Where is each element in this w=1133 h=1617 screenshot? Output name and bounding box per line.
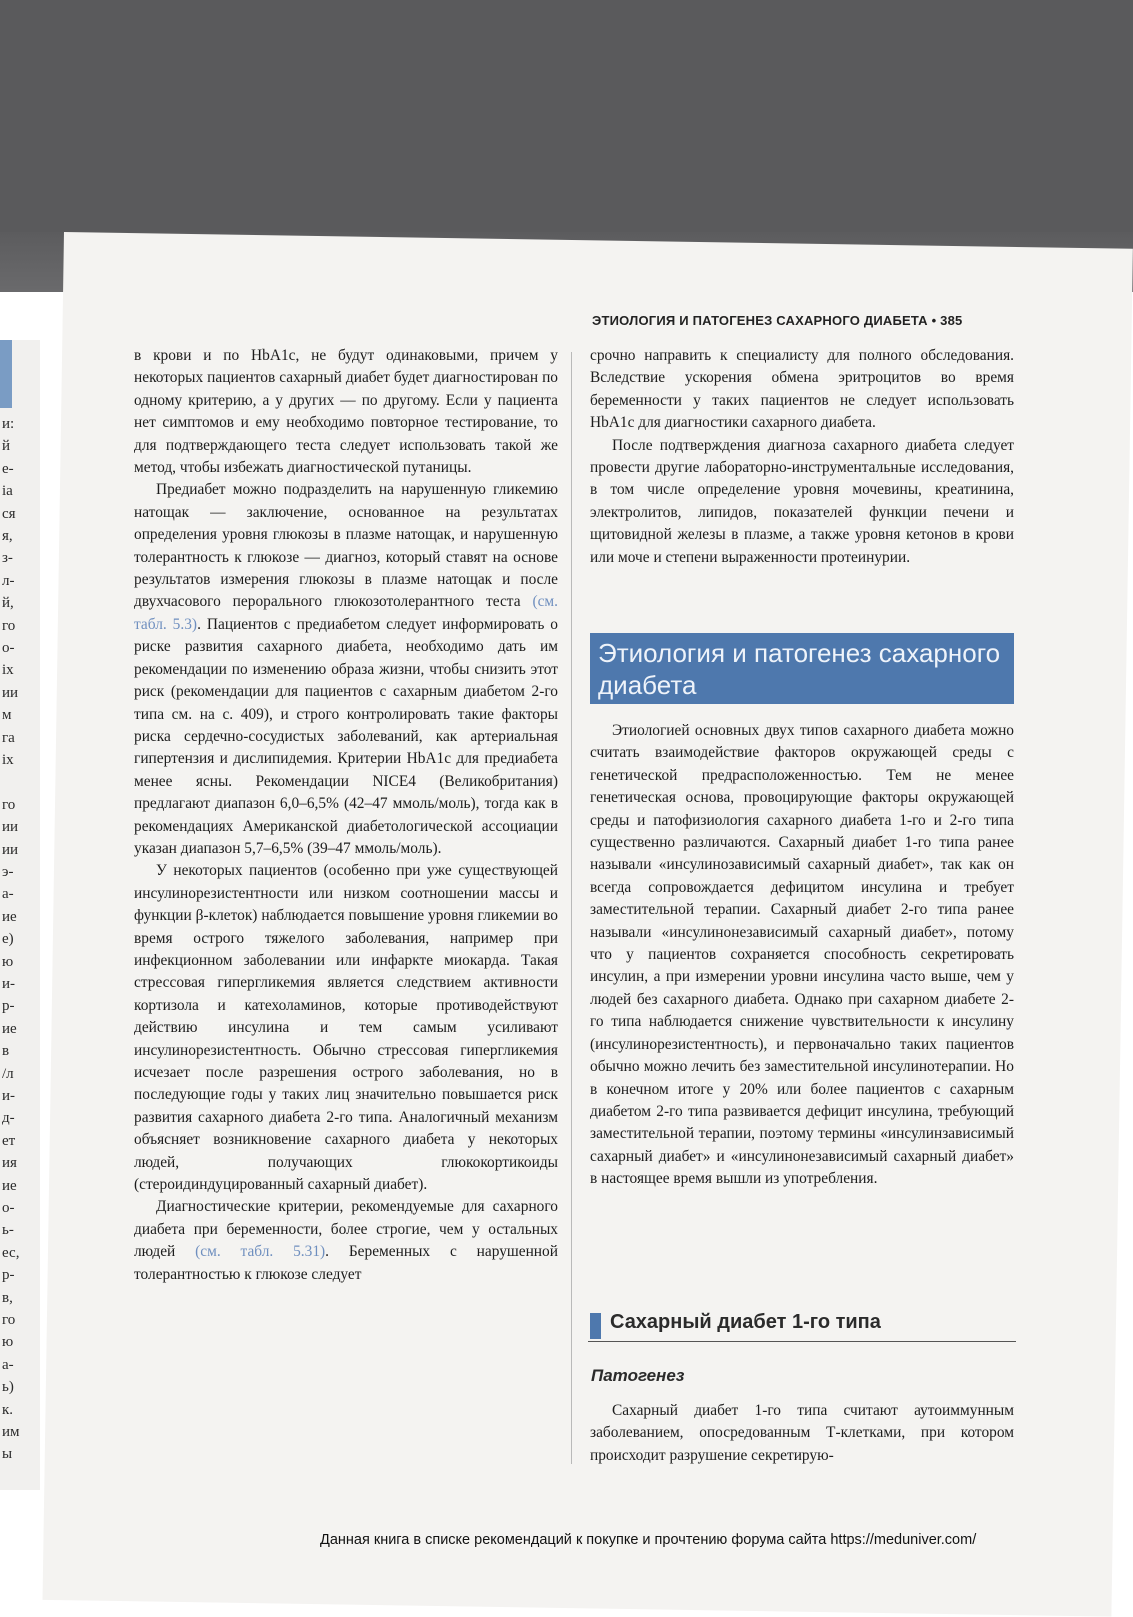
paragraph: Предиабет можно подразделить на нарушенную гликемию натощак — заключение, основанное на результатах определения уровня глюкозы в плазме натощак, и нарушенную толерантность к глюкозе — диагноз, который ставят на основе результатов измерения глюкозы в плазме натощак и после двухчасового перорального глюкозотолерантного теста (см. табл. 5.3). Пациентов с предиабетом следует информировать о риске развития сахарного диабета, необходимо дать им рекомендации по изменению образа жизни, чтобы снизить этот риск (рекомендации для пациентов с сахарным диабетом 2-го типа см. на с. 409), и строго контролировать такие факторы риска сердечно-сосудистых заболеваний, как артериальная гипертензия и дислипидемия. Критерии HbA1c для предиабета менее ясны. Рекомендации NICE4 (Великобритания) предлагают диапазон 6,0–6,5% (42–47 ммоль/моль), тогда как в рекомендациях Американской диабетологической ассоциации указан диапазон 5,7–6,5% (39–47 ммоль/моль). <box>134 481 559 857</box>
facing-page-blue-bar <box>0 340 12 408</box>
facing-page-fragment: ь) <box>2 1379 14 1396</box>
facing-page-fragment: а- <box>2 1356 14 1373</box>
facing-page-fragment: й, <box>2 595 14 612</box>
facing-page-fragment: ь- <box>2 1222 14 1239</box>
facing-page-fragment: ии <box>2 819 19 836</box>
facing-page-fragment: ие <box>2 1020 17 1037</box>
facing-page-fragment: и- <box>2 976 16 992</box>
paragraph: После подтверждения диагноза сахарного диабета следует провести другие лабораторно-инструментальные исследования, в том числе определение уровня мочевины, креатинина, электролитов, липидов, показателей функции печени и щитовидной железы в плазме, а также уровня кетонов в крови или моче и степени выраженности протеинурии. <box>590 436 1014 566</box>
facing-page-fragment: д- <box>2 1110 15 1127</box>
facing-page-fragment: ес, <box>2 1244 20 1261</box>
column-right-body <box>590 720 1014 1191</box>
running-header: ЭТИОЛОГИЯ И ПАТОГЕНЕЗ САХАРНОГО ДИАБЕТА • 385 <box>592 313 963 328</box>
column-divider <box>571 352 572 1464</box>
facing-page-fragment: а- <box>2 886 14 903</box>
paragraph: Сахарный диабет 1-го типа считают аутоиммунным заболеванием, опосредованным Т-клетками, при котором происходит разрушение секретирую- <box>590 1402 1014 1464</box>
facing-page-fragment: й <box>2 438 11 455</box>
section-heading: Этиология и патогенез сахарного диабета <box>590 633 1014 704</box>
paragraph: У некоторых пациентов (особенно при уже существующей инсулинорезистентности или низком соотношении массы и функции β-клеток) наблюдается повышение уровня гликемии во время острого тяжелого заболевания, например при инфекционном заболевании или инфаркте миокарда. Такая стрессовая гипергликемия является следствием активности кортизола и катехоламинов, которые противодействуют действию инсулина и тем самым усиливают инсулинорезистентность. Обычно стрессовая гипергликемия исчезает после разрешения острого заболевания, но в последующие годы у таких лиц значительно повышается риск развития сахарного диабета 2-го типа. Аналогичный механизм объясняет возникновение сахарного диабета у некоторых людей, получающих глюкокортикоиды (стероидиндуцированный сахарный диабет). <box>134 862 558 1194</box>
facing-page-fragment: ии <box>2 841 19 858</box>
facing-page-fragment: м <box>2 707 12 724</box>
column-right-top <box>590 345 1014 569</box>
table-reference-link[interactable]: (см. табл. 5.31) <box>195 1243 326 1261</box>
facing-page-fragment: ю <box>2 953 14 970</box>
facing-page-fragment: ие <box>2 1177 17 1194</box>
facing-page-fragment: ы <box>2 1446 13 1463</box>
facing-page-fragment: в, <box>2 1289 13 1306</box>
subsubheading: Патогенез <box>591 1366 685 1385</box>
facing-page-fragment: ии <box>2 684 19 701</box>
paragraph: в крови и по HbA1c, не будут одинаковыми, причем у некоторых пациентов сахарный диабет будет диагностирован по одному критерию, а у других — по другому. Если у пациента нет симптомов и ему необходимо повторное тестирование, то для подтверждающего теста следует использовать такой же метод, чтобы избежать диагностической путаницы. <box>134 347 558 477</box>
facing-page-fragment: е- <box>2 460 14 477</box>
facing-page-fragment: ся <box>2 505 16 522</box>
facing-page-fragment: р- <box>2 1267 15 1284</box>
facing-page-fragment: іх <box>2 752 14 768</box>
facing-page-fragment: и: <box>2 416 15 432</box>
column-right-end <box>590 1400 1014 1467</box>
paragraph: Этиологией основных двух типов сахарного диабета можно считать взаимодействие факторов окружающей среды с генетической предрасположенностью. Тем не менее генетическая основа, провоцирующие факторы окружающей среды и патофизиология сахарного диабета 1-го и 2-го типа существенно различаются. Сахарный диабет 1-го типа ранее называли «инсулинозависимый сахарный диабет», так как он всегда сопровождается дефицитом инсулина и требует заместительной терапии. Сахарный диабет 2-го типа ранее называли «инсулинонезависимый сахарный диабет», потому что у пациентов сохраняется способность секретировать инсулин, а при измерении уровни инсулина часто выше, чем у людей без сахарного диабета. Однако при сахарном диабете 2-го типа наблюдается снижение чувствительности к инсулину (инсулинорезистентность), и первоначально таких пациентов обычно можно лечить без заместительной инсулинотерапии. Но в конечном итоге у 20% или более пациентов с сахарным диабетом 2-го типа развивается дефицит инсулина, требующий заместительной терапии, поэтому термины «инсулинзависимый сахарный диабет» и «инсулинонезависимый сахарный диабет» в настоящее время вышли из употребления. <box>590 722 1014 1188</box>
facing-page-fragment: /л <box>2 1065 14 1082</box>
facing-page-fragment: л- <box>2 572 15 589</box>
facing-page-fragment: ия <box>2 1155 17 1172</box>
facing-page-fragment: э- <box>2 864 14 880</box>
facing-page-fragment: о- <box>2 640 15 656</box>
facing-page-fragment: им <box>2 1424 20 1440</box>
facing-page-fragment: о- <box>2 1200 15 1216</box>
table-reference-link[interactable]: (см. табл. 5.3) <box>134 593 558 633</box>
footer-notice: Данная книга в списке рекомендаций к покупке и прочтению форума сайта https://meduniver.com/ <box>320 1532 977 1548</box>
paragraph: Диагностические критерии, рекомендуемые для сахарного диабета при беременности, более строгие, чем у остальных людей (см. табл. 5.31). Беременных с нарушенной толерантностью к глюкозе следует <box>134 1198 558 1283</box>
subheading-marker <box>590 1313 601 1339</box>
facing-page-fragment: ет <box>2 1132 16 1149</box>
facing-page-fragment: е) <box>2 931 14 948</box>
facing-page-fragment: іх <box>2 662 14 679</box>
facing-page-fragment: р- <box>2 998 15 1015</box>
facing-page-fragment: и- <box>2 1088 16 1104</box>
subheading-text: Сахарный диабет 1-го типа <box>610 1311 881 1333</box>
facing-page-fragment: го <box>2 1312 16 1328</box>
facing-page-fragment: ю <box>2 1334 14 1351</box>
facing-page-fragment: з- <box>2 550 13 567</box>
facing-page-fragment: ia <box>2 483 13 500</box>
facing-page-fragment: го <box>2 796 16 813</box>
facing-page-fragment: в <box>2 1043 10 1060</box>
facing-page-fragment: га <box>2 729 15 746</box>
column-left <box>134 345 558 1286</box>
facing-page-fragment: го <box>2 617 16 634</box>
facing-page-fragment: я, <box>2 528 13 544</box>
scanner-background <box>0 0 1133 232</box>
facing-page-fragment: ие <box>2 908 17 925</box>
facing-page-edge <box>0 340 40 1490</box>
paragraph: срочно направить к специалисту для полного обследования. Вследствие ускорения обмена эритроцитов во время беременности у таких пациентов не следует использовать HbA1c для диагностики сахарного диабета. <box>590 347 1014 432</box>
facing-page-fragment: к. <box>2 1401 14 1418</box>
subheading <box>588 1309 1016 1342</box>
